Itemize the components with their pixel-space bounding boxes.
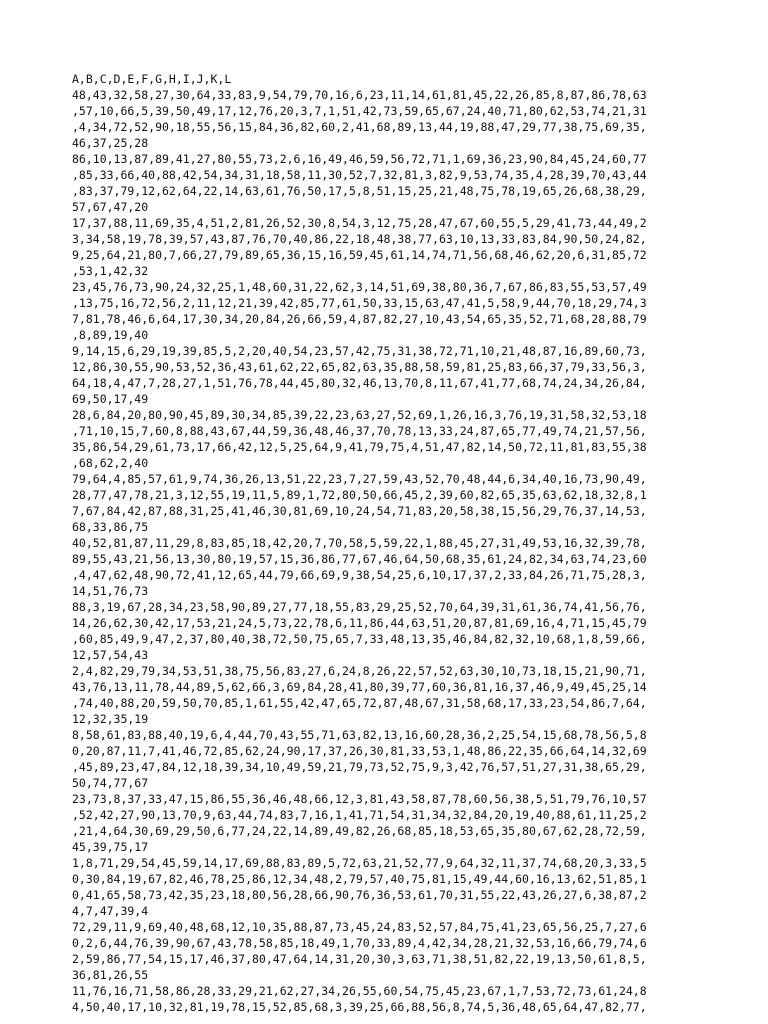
csv-data-line: 3,34,58,19,78,39,57,43,87,76,70,40,86,22,18,48,38,77,63,10,13,33,83,84,90,50,24,82, bbox=[72, 232, 647, 246]
csv-data-line: 69,50,17,49 bbox=[72, 392, 149, 406]
csv-data-line: ,4,47,62,48,90,72,41,12,65,44,79,66,69,9,38,54,25,6,10,17,37,2,33,84,26,71,75,28,3, bbox=[72, 568, 647, 582]
csv-data-line: ,45,89,23,47,84,12,18,39,34,10,49,59,21,79,73,52,75,9,3,42,76,57,51,27,31,38,65,29, bbox=[72, 760, 647, 774]
csv-data-line: 79,64,4,85,57,61,9,74,36,26,13,51,22,23,7,27,59,43,52,70,48,44,6,34,40,16,73,90,49, bbox=[72, 472, 647, 486]
csv-data-line: 0,30,84,19,67,82,46,78,25,86,12,34,48,2,79,57,40,75,81,15,49,44,60,16,13,62,51,85,1 bbox=[72, 872, 647, 886]
csv-data-line: 2,4,82,29,79,34,53,51,38,75,56,83,27,6,24,8,26,22,57,52,63,30,10,73,18,15,21,90,71, bbox=[72, 664, 647, 678]
csv-data-line: 11,76,16,71,58,86,28,33,29,21,62,27,34,26,55,60,54,75,45,23,67,1,7,53,72,73,61,24,8 bbox=[72, 984, 647, 998]
csv-data-line: 36,81,26,55 bbox=[72, 968, 149, 982]
csv-data-line: 40,52,81,87,11,29,8,83,85,18,42,20,7,70,58,5,59,22,1,88,45,27,31,49,53,16,32,39,78, bbox=[72, 536, 647, 550]
csv-data-line: ,57,10,66,5,39,50,49,17,12,76,20,3,7,1,51,42,73,59,65,67,24,40,71,80,62,53,74,21,31 bbox=[72, 104, 647, 118]
csv-data-line: ,71,10,15,7,60,8,88,43,67,44,59,36,48,46,37,70,78,13,33,24,87,65,77,49,74,21,57,56, bbox=[72, 424, 647, 438]
csv-data-line: 0,20,87,11,7,41,46,72,85,62,24,90,17,37,26,30,81,33,53,1,48,86,22,35,66,64,14,32,69 bbox=[72, 744, 647, 758]
csv-data-line: 89,55,43,21,56,13,30,80,19,57,15,36,86,77,67,46,64,50,68,35,61,24,82,34,63,74,23,60 bbox=[72, 552, 647, 566]
csv-data-line: 68,33,86,75 bbox=[72, 520, 149, 534]
csv-data-line: 1,8,71,29,54,45,59,14,17,69,88,83,89,5,72,63,21,52,77,9,64,32,11,37,74,68,20,3,33,5 bbox=[72, 856, 647, 870]
csv-data-line: 4,7,47,39,4 bbox=[72, 904, 149, 918]
csv-data-line: 17,37,88,11,69,35,4,51,2,81,26,52,30,8,54,3,12,75,28,47,67,60,55,5,29,41,73,44,49,2 bbox=[72, 216, 647, 230]
csv-data-line: ,4,34,72,52,90,18,55,56,15,84,36,82,60,2,41,68,89,13,44,19,88,47,29,77,38,75,69,35, bbox=[72, 120, 647, 134]
csv-data-line: 0,41,65,58,73,42,35,23,18,80,56,28,66,90,76,36,53,61,70,31,55,22,43,26,27,6,38,87,2 bbox=[72, 888, 647, 902]
csv-data-line: ,52,42,27,90,13,70,9,63,44,74,83,7,16,1,41,71,54,31,34,32,84,20,19,40,88,61,11,25,2 bbox=[72, 808, 647, 822]
csv-data-line: ,83,37,79,12,62,64,22,14,63,61,76,50,17,5,8,51,15,25,21,48,75,78,19,65,26,68,38,29, bbox=[72, 184, 647, 198]
csv-data-line: 23,73,8,37,33,47,15,86,55,36,46,48,66,12,3,81,43,58,87,78,60,56,38,5,51,79,76,10,57 bbox=[72, 792, 647, 806]
csv-data-line: 50,74,77,67 bbox=[72, 776, 149, 790]
csv-data-line: ,74,40,88,20,59,50,70,85,1,61,55,42,47,65,72,87,48,67,31,58,68,17,33,23,54,86,7,64, bbox=[72, 696, 647, 710]
csv-data-line: 35,86,54,29,61,73,17,66,42,12,5,25,64,9,41,79,75,4,51,47,82,14,50,72,11,81,83,55,38 bbox=[72, 440, 647, 454]
csv-data-line: 23,45,76,73,90,24,32,25,1,48,60,31,22,62,3,14,51,69,38,80,36,7,67,86,83,55,53,57,49 bbox=[72, 280, 647, 294]
csv-data-line: ,60,85,49,9,47,2,37,80,40,38,72,50,75,65,7,33,48,13,35,46,84,82,32,10,68,1,8,59,66, bbox=[72, 632, 647, 646]
csv-data-line: ,21,4,64,30,69,29,50,6,77,24,22,14,89,49,82,26,68,85,18,53,65,35,80,67,62,28,72,59, bbox=[72, 824, 647, 838]
csv-data-line: 2,59,86,77,54,15,17,46,37,80,47,64,14,31,20,30,3,63,71,38,51,82,22,19,13,50,61,8,5, bbox=[72, 952, 647, 966]
csv-data-line: 72,29,11,9,69,40,48,68,12,10,35,88,87,73,45,24,83,52,57,84,75,41,23,65,56,25,7,27,6 bbox=[72, 920, 647, 934]
csv-data-line: ,85,33,66,40,88,42,54,34,31,18,58,11,30,52,7,32,81,3,82,9,53,74,35,4,28,39,70,43,44 bbox=[72, 168, 647, 182]
csv-data-line: 43,76,13,11,78,44,89,5,62,66,3,69,84,28,41,80,39,77,60,36,81,16,37,46,9,49,45,25,14 bbox=[72, 680, 647, 694]
csv-data-line: 28,77,47,78,21,3,12,55,19,11,5,89,1,72,80,50,66,45,2,39,60,82,65,35,63,62,18,32,8,1 bbox=[72, 488, 647, 502]
csv-data-line: 0,2,6,44,76,39,90,67,43,78,58,85,18,49,1,70,33,89,4,42,34,28,21,32,53,16,66,79,74,6 bbox=[72, 936, 647, 950]
csv-data-line: 12,32,35,19 bbox=[72, 712, 149, 726]
csv-data-line: 28,6,84,20,80,90,45,89,30,34,85,39,22,23,63,27,52,69,1,26,16,3,76,19,31,58,32,53,18 bbox=[72, 408, 647, 422]
csv-data-line: 8,58,61,83,88,40,19,6,4,44,70,43,55,71,63,82,13,16,60,28,36,2,25,54,15,68,78,56,5,8 bbox=[72, 728, 647, 742]
csv-data-line: 45,39,75,17 bbox=[72, 840, 149, 854]
csv-data-line: 9,25,64,21,80,7,66,27,79,89,65,36,15,16,59,45,61,14,74,71,56,68,46,62,20,6,31,85,72 bbox=[72, 248, 647, 262]
csv-data-line: ,8,89,19,40 bbox=[72, 328, 149, 342]
csv-data-line: 12,57,54,43 bbox=[72, 648, 149, 662]
csv-data-line: 14,26,62,30,42,17,53,21,24,5,73,22,78,6,11,86,44,63,51,20,87,81,69,16,4,71,15,45,79 bbox=[72, 616, 647, 630]
csv-data-line: 64,18,4,47,7,28,27,1,51,76,78,44,45,80,32,46,13,70,8,11,67,41,77,68,74,24,34,26,84, bbox=[72, 376, 647, 390]
csv-data-line: ,13,75,16,72,56,2,11,12,21,39,42,85,77,61,50,33,15,63,47,41,5,58,9,44,70,18,29,74,3 bbox=[72, 296, 647, 310]
csv-data-line: 46,37,25,28 bbox=[72, 136, 149, 150]
csv-text-document bbox=[72, 71, 712, 1015]
csv-data-line: 7,67,84,42,87,88,31,25,41,46,30,81,69,10,24,54,71,83,20,58,38,15,56,29,76,37,14,53, bbox=[72, 504, 647, 518]
csv-data-line: 12,86,30,55,90,53,52,36,43,61,62,22,65,82,63,35,88,58,59,81,25,83,66,37,79,33,56,3, bbox=[72, 360, 647, 374]
csv-data-line: ,68,62,2,40 bbox=[72, 456, 149, 470]
csv-data-line: 4,50,40,17,10,32,81,19,78,15,52,85,68,3,39,25,66,88,56,8,74,5,36,48,65,64,47,82,77, bbox=[72, 1000, 647, 1014]
csv-data-line: 88,3,19,67,28,34,23,58,90,89,27,77,18,55,83,29,25,52,70,64,39,31,61,36,74,41,56,76, bbox=[72, 600, 647, 614]
csv-data-line: 9,14,15,6,29,19,39,85,5,2,20,40,54,23,57,42,75,31,38,72,71,10,21,48,87,16,89,60,73, bbox=[72, 344, 647, 358]
csv-header-line: A,B,C,D,E,F,G,H,I,J,K,L bbox=[72, 72, 232, 86]
csv-data-line: 7,81,78,46,6,64,17,30,34,20,84,26,66,59,4,87,82,27,10,43,54,65,35,52,71,68,28,88,79 bbox=[72, 312, 647, 326]
csv-data-line: 14,51,76,73 bbox=[72, 584, 149, 598]
csv-data-line: 86,10,13,87,89,41,27,80,55,73,2,6,16,49,46,59,56,72,71,1,69,36,23,90,84,45,24,60,77 bbox=[72, 152, 647, 166]
csv-data-line: ,53,1,42,32 bbox=[72, 264, 149, 278]
csv-data-line: 57,67,47,20 bbox=[72, 200, 149, 214]
csv-data-line: 48,43,32,58,27,30,64,33,83,9,54,79,70,16,6,23,11,14,61,81,45,22,26,85,8,87,86,78,63 bbox=[72, 88, 647, 102]
